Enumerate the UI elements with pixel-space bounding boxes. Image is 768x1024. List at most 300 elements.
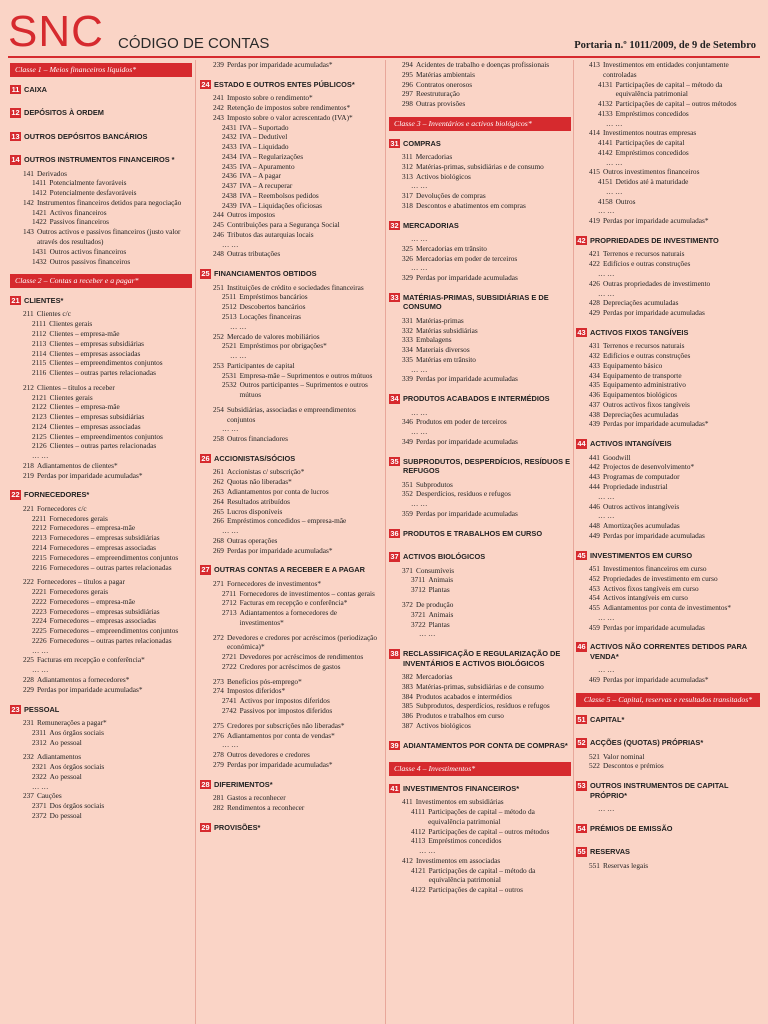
ellipsis: … … xyxy=(222,740,239,750)
account-group-heading xyxy=(10,296,192,305)
account-description: Fornecedores de investimentos – contas gerais xyxy=(239,588,375,598)
ellipsis: … … xyxy=(32,451,49,461)
account-description: Resultados atribuídos xyxy=(226,496,290,506)
spacer xyxy=(389,542,571,547)
account-description: Perdas por imparidade acumuladas* xyxy=(602,216,709,226)
account-description: Outros activos financeiros xyxy=(49,246,127,256)
account-description: Projectos de desenvolvimento* xyxy=(602,462,695,472)
subaccount-line xyxy=(32,432,192,442)
account-line xyxy=(589,259,760,269)
account-code: 2438 xyxy=(222,190,237,200)
account-code: 432 xyxy=(589,351,600,361)
subaccount-line xyxy=(222,652,382,662)
account-description: Benefícios pós-emprego* xyxy=(226,676,302,686)
account-code: 372 xyxy=(402,599,413,609)
spacer xyxy=(10,145,192,150)
account-description: Clientes c/c xyxy=(36,309,71,319)
account-description: Empréstimos bancários xyxy=(239,292,308,302)
spacer xyxy=(576,837,760,842)
account-code: 4111 xyxy=(411,807,426,817)
account-description: Adiantamentos a fornecedores de investimentos* xyxy=(239,608,338,627)
account-description: Valor nominal xyxy=(602,751,645,761)
account-code: 439 xyxy=(589,419,600,429)
account-code: 359 xyxy=(402,508,413,518)
account-line xyxy=(402,172,571,182)
account-group-title: OUTROS DEPÓSITOS BANCÁRIOS xyxy=(24,131,148,141)
account-code: 2512 xyxy=(222,302,237,312)
account-code: 2226 xyxy=(32,635,47,645)
account-code: 332 xyxy=(402,325,413,335)
spacer xyxy=(389,639,571,644)
account-description: Equipamento de transporte xyxy=(602,370,682,380)
account-description: Desperdícios, resíduos e refugos xyxy=(415,489,511,499)
account-line xyxy=(23,791,192,801)
spacer xyxy=(10,266,192,271)
account-code: 352 xyxy=(402,489,413,499)
account-code: 325 xyxy=(402,243,413,253)
account-code: 415 xyxy=(589,167,600,177)
account-description: Outros activos intangíveis xyxy=(602,501,680,511)
account-line xyxy=(213,332,382,342)
account-code: 2722 xyxy=(222,661,237,671)
account-code: 2712 xyxy=(222,598,237,608)
column-divider xyxy=(195,60,196,1024)
ellipsis: … … xyxy=(411,263,428,273)
subaccount-line xyxy=(222,589,382,599)
account-description: Outros passivos financeiros xyxy=(49,256,131,266)
subaccount-line xyxy=(32,339,192,349)
account-code: 142 xyxy=(23,197,34,207)
spacer xyxy=(10,122,192,127)
account-code: 3721 xyxy=(411,609,426,619)
account-code: 521 xyxy=(589,751,600,761)
account-line xyxy=(23,718,192,728)
account-line xyxy=(402,509,571,519)
account-description: Fornecedores gerais xyxy=(49,587,109,597)
account-code: 294 xyxy=(402,60,413,69)
account-code: 2311 xyxy=(32,727,47,737)
account-code: 219 xyxy=(23,470,34,480)
account-line xyxy=(402,797,571,807)
subaccount-line xyxy=(32,772,192,782)
account-line xyxy=(213,633,382,653)
account-code: 3722 xyxy=(411,619,426,629)
subaccount-line xyxy=(32,393,192,403)
account-description: Animais xyxy=(428,575,454,585)
account-group-number: 32 xyxy=(390,220,399,230)
account-description: Depreciações acumuladas xyxy=(602,298,679,308)
subaccount-line xyxy=(222,380,382,400)
subaccount-line xyxy=(32,257,192,267)
account-description: Clientes – outras partes relacionadas xyxy=(49,441,157,451)
account-code: 2511 xyxy=(222,292,237,302)
account-group-number: 35 xyxy=(390,456,399,466)
account-description: Outras tributações xyxy=(226,249,281,259)
account-group-heading xyxy=(10,705,192,714)
account-code: 265 xyxy=(213,506,224,516)
spacer xyxy=(389,731,571,736)
subaccount-line xyxy=(32,626,192,636)
account-code: 317 xyxy=(402,191,413,201)
account-description: Plantas xyxy=(428,585,450,595)
account-code: 2124 xyxy=(32,421,47,431)
account-description: Cauções xyxy=(36,791,62,801)
subaccount-line xyxy=(411,827,571,837)
account-group-number: 52 xyxy=(577,738,586,748)
account-code: 2437 xyxy=(222,181,237,191)
subaccount-line xyxy=(411,620,571,630)
account-group-title: ADIANTAMENTOS POR CONTA DE COMPRAS* xyxy=(403,740,568,750)
account-description: Contratos onerosos xyxy=(415,79,473,89)
subaccount-line xyxy=(32,412,192,422)
account-description: Activos fixos tangíveis em curso xyxy=(602,583,699,593)
account-code: 414 xyxy=(589,128,600,138)
account-line xyxy=(589,752,760,762)
ellipsis: … … xyxy=(411,364,428,374)
account-code: 1411 xyxy=(32,178,47,188)
account-code: 2216 xyxy=(32,562,47,572)
account-code: 349 xyxy=(402,436,413,446)
account-line xyxy=(23,675,192,685)
account-line xyxy=(589,167,760,177)
account-description: Descontos e prémios xyxy=(602,761,664,771)
account-description: Participações de capital – método da equivalência patrimonial xyxy=(428,865,536,885)
account-group-heading xyxy=(576,824,760,833)
account-group-heading xyxy=(389,139,571,148)
account-description: Contribuições para a Segurança Social xyxy=(226,220,340,230)
account-description: Fornecedores gerais xyxy=(49,513,108,523)
account-code: 141 xyxy=(23,168,34,178)
account-code: 245 xyxy=(213,220,224,230)
spacer xyxy=(200,813,382,818)
account-code: 239 xyxy=(213,60,224,69)
account-code: 2431 xyxy=(222,122,237,132)
account-line xyxy=(402,682,571,692)
account-description: Lucros disponíveis xyxy=(226,506,283,516)
account-group-heading xyxy=(200,565,382,574)
account-code: 298 xyxy=(402,99,413,109)
column-2 xyxy=(200,60,382,1024)
account-code: 431 xyxy=(589,341,600,351)
account-group-number: 43 xyxy=(577,327,586,337)
account-group-title: RESERVAS xyxy=(590,847,630,857)
account-description: Matérias subsidiárias xyxy=(415,325,478,335)
ellipsis: … … xyxy=(230,351,247,361)
subaccount-line xyxy=(32,811,192,821)
ellipsis: … … xyxy=(411,499,428,509)
account-description: Investimentos noutras empresas xyxy=(602,128,697,138)
account-group-number: 31 xyxy=(390,138,399,148)
account-description: Fornecedores – empreendimentos conjuntos xyxy=(49,552,179,562)
ellipsis: … … xyxy=(32,781,49,791)
account-description: IVA – Suportado xyxy=(239,122,289,132)
subaccount-line xyxy=(32,762,192,772)
account-line xyxy=(213,803,382,813)
account-description: Participantes de capital xyxy=(226,360,295,370)
account-group-heading xyxy=(389,394,571,403)
account-description: Activos biológicos xyxy=(415,720,471,730)
subaccount-line xyxy=(32,553,192,563)
subaccount-line xyxy=(598,138,760,148)
account-description: Activos intangíveis em curso xyxy=(602,593,688,603)
account-description: Programas de computador xyxy=(602,472,680,482)
account-code: 2116 xyxy=(32,368,47,378)
account-code: 2371 xyxy=(32,801,47,811)
account-group-heading xyxy=(576,781,760,800)
account-description: Matérias-primas, subsidiárias e de consumo xyxy=(415,681,544,691)
account-code: 263 xyxy=(213,486,224,496)
account-description: Participações de capital xyxy=(615,138,685,148)
account-description: Produtos em poder de terceiros xyxy=(415,417,507,427)
account-code: 2123 xyxy=(32,412,47,422)
account-group-heading xyxy=(389,649,571,668)
account-description: Clientes – empresas associadas xyxy=(49,348,141,358)
account-group-heading xyxy=(10,155,192,164)
account-code: 2434 xyxy=(222,151,237,161)
spacer xyxy=(576,814,760,819)
subaccount-line xyxy=(222,341,382,351)
account-group-title: PESSOAL xyxy=(24,704,60,714)
account-group-number: 38 xyxy=(390,649,399,659)
account-line xyxy=(23,169,192,179)
subaccount-line xyxy=(222,201,382,211)
account-line xyxy=(589,361,760,371)
account-line xyxy=(589,371,760,381)
account-line xyxy=(402,489,571,499)
account-line xyxy=(213,283,382,293)
account-code: 264 xyxy=(213,496,224,506)
account-line xyxy=(23,198,192,208)
account-code: 2111 xyxy=(32,319,47,329)
document-subtitle: CÓDIGO DE CONTAS xyxy=(118,35,270,52)
account-description: Fornecedores – empresas subsidiárias xyxy=(49,533,160,543)
account-description: Clientes – empresa-mãe xyxy=(49,329,120,338)
account-description: Activos biológicos xyxy=(415,171,471,181)
account-group-title: OUTRAS CONTAS A RECEBER E A PAGAR xyxy=(214,565,365,575)
account-line xyxy=(213,731,382,741)
account-line xyxy=(213,516,382,526)
account-line xyxy=(213,103,382,113)
account-line xyxy=(589,472,760,482)
ellipsis: … … xyxy=(598,511,615,521)
account-description: Descontos e abatimentos em compras xyxy=(415,200,526,210)
account-code: 451 xyxy=(589,564,600,574)
ellipsis: … … xyxy=(411,181,428,191)
account-line xyxy=(402,600,571,610)
account-code: 272 xyxy=(213,632,224,642)
account-description: Derivados xyxy=(36,168,67,178)
account-line xyxy=(589,60,760,80)
account-code: 244 xyxy=(213,210,224,220)
account-group-title: RECLASSIFICAÇÃO E REGULARIZAÇÃO DE INVENTÁRIOS E ACTIVOS BIOLÓGICOS xyxy=(403,649,561,668)
account-code: 426 xyxy=(589,278,600,288)
subaccount-line xyxy=(222,371,382,381)
spacer xyxy=(576,429,760,434)
account-line xyxy=(589,128,760,138)
account-line xyxy=(589,249,760,259)
account-line xyxy=(589,521,760,531)
spacer xyxy=(200,770,382,775)
account-code: 442 xyxy=(589,462,600,472)
account-description: Materiais diversos xyxy=(415,345,470,355)
account-code: 2113 xyxy=(32,338,47,348)
account-description: Devedores e credores por acréscimos (periodização económica)* xyxy=(226,632,378,652)
spacer xyxy=(10,98,192,103)
account-line xyxy=(402,162,571,172)
account-code: 4122 xyxy=(411,885,426,895)
account-code: 318 xyxy=(402,200,413,210)
account-description: Clientes – empresas subsidiárias xyxy=(49,412,145,422)
account-line xyxy=(23,309,192,319)
account-code: 387 xyxy=(402,720,413,730)
account-description: Clientes gerais xyxy=(49,319,93,329)
account-description: Perdas por imparidade acumuladas* xyxy=(226,545,333,555)
account-code: 282 xyxy=(213,802,224,812)
account-group-title: PRÉMIOS DE EMISSÃO xyxy=(590,823,673,833)
account-code: 2212 xyxy=(32,523,47,533)
account-line xyxy=(23,461,192,471)
account-code: 4132 xyxy=(598,99,613,109)
account-line xyxy=(589,216,760,226)
account-description: Propriedade industrial xyxy=(602,481,668,491)
account-line xyxy=(402,335,571,345)
account-description: Fornecedores – empresa-mãe xyxy=(49,596,136,606)
account-line xyxy=(23,577,192,587)
account-description: Ao pessoal xyxy=(49,771,82,781)
account-description: Outros activos fixos tangíveis xyxy=(602,399,690,409)
header-rule xyxy=(8,56,760,58)
account-description: Potencialmente desfavoráveis xyxy=(49,188,137,198)
subaccount-line xyxy=(222,706,382,716)
subaccount-line xyxy=(598,197,760,207)
account-group-title: INVESTIMENTOS EM CURSO xyxy=(590,550,693,560)
account-code: 2742 xyxy=(222,705,237,715)
account-description: Descobertos bancários xyxy=(239,302,306,312)
account-description: Devedores por acréscimos de rendimentos xyxy=(239,652,364,662)
ellipsis: … … xyxy=(606,157,623,167)
spacer xyxy=(576,226,760,231)
account-description: Activos por impostos diferidos xyxy=(239,696,330,706)
account-code: 258 xyxy=(213,434,224,444)
subaccount-line xyxy=(411,866,571,886)
account-description: Devoluções de compras xyxy=(415,191,486,201)
subaccount-line xyxy=(32,563,192,573)
account-code: 295 xyxy=(402,69,413,79)
spacer xyxy=(389,754,571,759)
subaccount-line xyxy=(32,587,192,597)
account-code: 143 xyxy=(23,227,34,237)
account-group-title: FORNECEDORES* xyxy=(24,490,90,500)
account-code: 1432 xyxy=(32,256,47,266)
account-group-heading xyxy=(389,741,571,750)
account-description: Subprodutos, desperdícios, resíduos e refugos xyxy=(415,701,550,711)
account-code: 444 xyxy=(589,481,600,491)
account-line xyxy=(213,750,382,760)
account-line xyxy=(589,351,760,361)
ellipsis: … … xyxy=(419,629,436,639)
account-line xyxy=(213,686,382,696)
account-description: Outros activos e passivos financeiros (justo valor através dos resultados) xyxy=(36,227,181,246)
account-line xyxy=(589,341,760,351)
account-description: Clientes – empresa-mãe xyxy=(49,402,120,412)
ellipsis: … … xyxy=(230,321,247,331)
account-description: Retenção de impostos sobre rendimentos* xyxy=(226,103,351,112)
account-group-number: 27 xyxy=(201,565,210,575)
account-line xyxy=(589,298,760,308)
subaccount-line xyxy=(222,152,382,162)
account-code: 551 xyxy=(589,860,600,870)
account-line xyxy=(213,579,382,589)
account-code: 2225 xyxy=(32,626,47,636)
subaccount-line xyxy=(222,608,382,628)
account-group-title: PROVISÕES* xyxy=(214,822,261,832)
account-group-heading xyxy=(10,132,192,141)
account-line xyxy=(213,546,382,556)
account-code: 421 xyxy=(589,249,600,259)
account-line xyxy=(213,434,382,444)
account-group-title: ACTIVOS NÃO CORRENTES DETIDOS PARA VENDA* xyxy=(590,642,747,661)
subaccount-line xyxy=(411,575,571,585)
subaccount-line xyxy=(222,598,382,608)
account-code: 413 xyxy=(589,60,600,69)
subaccount-line xyxy=(32,208,192,218)
account-code: 246 xyxy=(213,229,224,239)
account-description: Outros impostos xyxy=(226,210,275,220)
account-code: 253 xyxy=(213,360,224,370)
account-group-number: 34 xyxy=(390,394,399,404)
account-code: 243 xyxy=(213,112,224,122)
account-description: Passivos por impostos diferidos xyxy=(239,705,333,715)
spacer xyxy=(389,519,571,524)
account-group-heading xyxy=(10,490,192,499)
spacer xyxy=(389,384,571,389)
account-description: Impostos diferidos* xyxy=(226,686,286,696)
account-description: Fornecedores de investimentos* xyxy=(226,578,321,588)
account-description: Clientes – outras partes relacionadas xyxy=(49,368,156,378)
account-code: 438 xyxy=(589,409,600,419)
account-description: Clientes – empreendimentos conjuntos xyxy=(49,358,163,368)
account-line xyxy=(402,856,571,866)
account-description: Equipamento básico xyxy=(602,360,663,370)
ellipsis: … … xyxy=(598,206,615,216)
account-description: Investimentos em entidades conjuntamente controladas xyxy=(602,60,729,79)
account-code: 2221 xyxy=(32,587,47,597)
account-code: 351 xyxy=(402,479,413,489)
account-code: 2711 xyxy=(222,588,237,598)
account-line xyxy=(213,93,382,103)
account-description: Passivos financeiros xyxy=(49,217,109,227)
account-line xyxy=(402,480,571,490)
account-line xyxy=(589,564,760,574)
subaccount-line xyxy=(32,402,192,412)
account-code: 2126 xyxy=(32,441,47,451)
account-description: Empréstimos por obrigações* xyxy=(239,341,327,351)
account-line xyxy=(402,273,571,283)
account-description: Empréstimos concedidos xyxy=(428,836,502,846)
account-code: 453 xyxy=(589,583,600,593)
account-code: 331 xyxy=(402,315,413,325)
account-code: 4131 xyxy=(598,79,613,89)
snc-logo: SNC xyxy=(8,7,104,56)
account-group-heading xyxy=(389,529,571,538)
account-description: Acidentes de trabalho e doenças profissionais xyxy=(415,60,550,69)
account-code: 311 xyxy=(402,152,413,162)
account-description: Quotas não liberadas* xyxy=(226,477,292,487)
account-group-number: 39 xyxy=(390,740,399,750)
account-description: Tributos das autarquias locais xyxy=(226,229,314,239)
account-description: Mercado de valores mobiliários xyxy=(226,331,320,341)
account-code: 221 xyxy=(23,503,34,513)
